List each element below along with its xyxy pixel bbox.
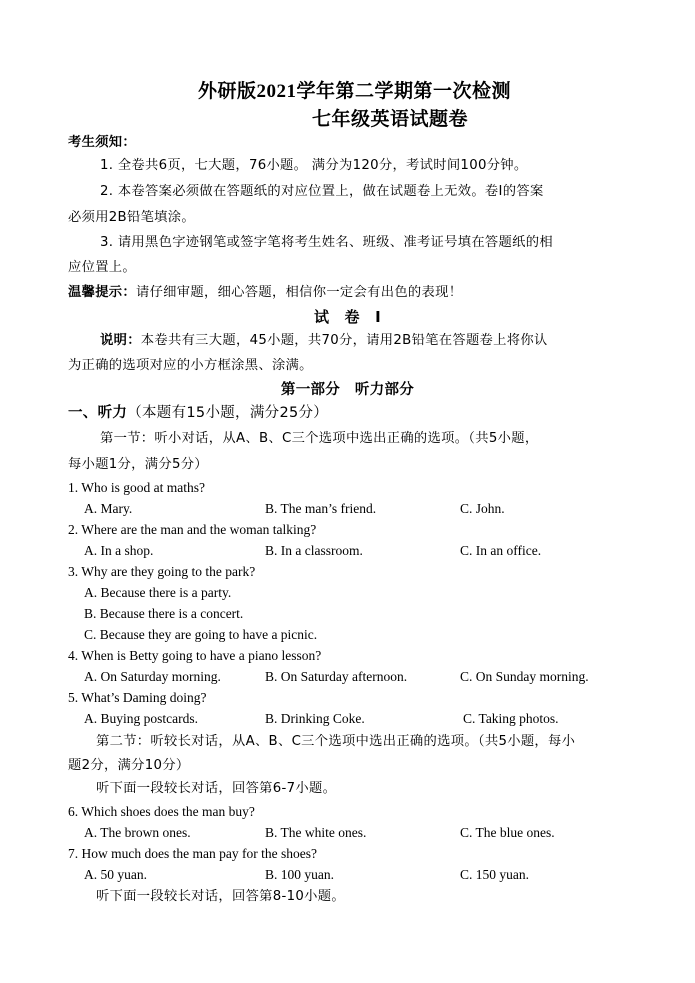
notice-item-2-cont: 必须用2B铅笔填涂。	[68, 210, 195, 225]
exam-subtitle: 七年级英语试题卷	[312, 109, 469, 130]
paper-one-note	[100, 332, 548, 350]
q6-option-a: A. The brown ones.	[84, 825, 191, 840]
listening-label: 一、听力	[68, 405, 128, 421]
q5-option-c: C. Taking photos.	[463, 711, 559, 726]
section-two-instruction: 第二节：听较长对话，从A、B、C三个选项中选出正确的选项。（共5小题，每小	[96, 734, 576, 749]
notice-item-1: 1. 全卷共6页，七大题，76小题。 满分为120分，考试时间100分钟。	[100, 158, 528, 173]
paper-one-note-cont: 为正确的选项对应的小方框涂黑、涂满。	[68, 358, 313, 373]
question-1: 1. Who is good at maths?	[68, 480, 205, 495]
q2-option-b: B. In a classroom.	[265, 543, 363, 558]
q7-option-b: B. 100 yuan.	[265, 867, 334, 882]
notice-item-3: 3. 请用黑色字迹钢笔或签字笔将考生姓名、班级、准考证号填在答题纸的相	[100, 235, 553, 250]
section-one-instruction-cont: 每小题1分，满分5分）	[68, 457, 208, 472]
notice-heading: 考生须知：	[68, 135, 136, 150]
q2-option-c: C. In an office.	[460, 543, 542, 558]
question-3: 3. Why are they going to the park?	[68, 564, 256, 579]
q5-option-b: B. Drinking Coke.	[265, 711, 365, 726]
section-two-instruction-cont: 题2分，满分10分）	[68, 758, 190, 773]
question-4: 4. When is Betty going to have a piano lesson?	[68, 648, 322, 663]
exam-title: 外研版2021学年第二学期第一次检测	[198, 81, 512, 102]
question-5: 5. What’s Daming doing?	[68, 690, 207, 705]
paper-one-note-text: 本卷共有三大题，45小题，共70分，请用2B铅笔在答题卷上将你认	[140, 333, 548, 348]
warm-tip	[68, 284, 462, 302]
notice-item-2: 2. 本卷答案必须做在答题纸的对应位置上，做在试题卷上无效。卷Ⅰ的答案	[100, 184, 544, 199]
q6-option-c: C. The blue ones.	[460, 825, 555, 840]
q4-option-b: B. On Saturday afternoon.	[265, 669, 408, 684]
q3-option-c: C. Because they are going to have a picnic.	[84, 627, 318, 642]
paper-one-note-label: 说明：	[100, 333, 141, 348]
notice-item-3-cont: 应位置上。	[68, 260, 136, 275]
q1-option-c: C. John.	[460, 501, 505, 516]
listening-section-heading	[68, 404, 328, 422]
paper-one-title: 试 卷 Ⅰ	[313, 308, 382, 326]
section-one-instruction: 第一节：听小对话，从A、B、C三个选项中选出正确的选项。（共5小题，	[100, 431, 539, 446]
q4-option-c: C. On Sunday morning.	[460, 669, 589, 684]
warm-tip-text: 请仔细审题，细心答题，相信你一定会有出色的表现！	[135, 285, 463, 300]
q3-option-b: B. Because there is a concert.	[84, 606, 244, 621]
question-2: 2. Where are the man and the woman talking?	[68, 522, 317, 537]
question-6: 6. Which shoes does the man buy?	[68, 804, 255, 819]
q3-option-a: A. Because there is a party.	[84, 585, 232, 600]
part-one-title: 第一部分 听力部分	[280, 382, 415, 398]
listen-q8-10-instruction: 听下面一段较长对话，回答第8-10小题。	[96, 889, 345, 904]
listening-note: （本题有15小题，满分25分）	[127, 405, 329, 421]
q7-option-a: A. 50 yuan.	[84, 867, 147, 882]
q5-option-a: A. Buying postcards.	[84, 711, 198, 726]
q4-option-a: A. On Saturday morning.	[84, 669, 221, 684]
question-7: 7. How much does the man pay for the shoes?	[68, 846, 317, 861]
listen-q6-7-instruction: 听下面一段较长对话，回答第6-7小题。	[96, 781, 337, 796]
q2-option-a: A. In a shop.	[84, 543, 154, 558]
q1-option-b: B. The man’s friend.	[265, 501, 377, 516]
warm-tip-label: 温馨提示：	[68, 285, 136, 300]
q7-option-c: C. 150 yuan.	[460, 867, 529, 882]
q1-option-a: A. Mary.	[84, 501, 133, 516]
q6-option-b: B. The white ones.	[265, 825, 367, 840]
